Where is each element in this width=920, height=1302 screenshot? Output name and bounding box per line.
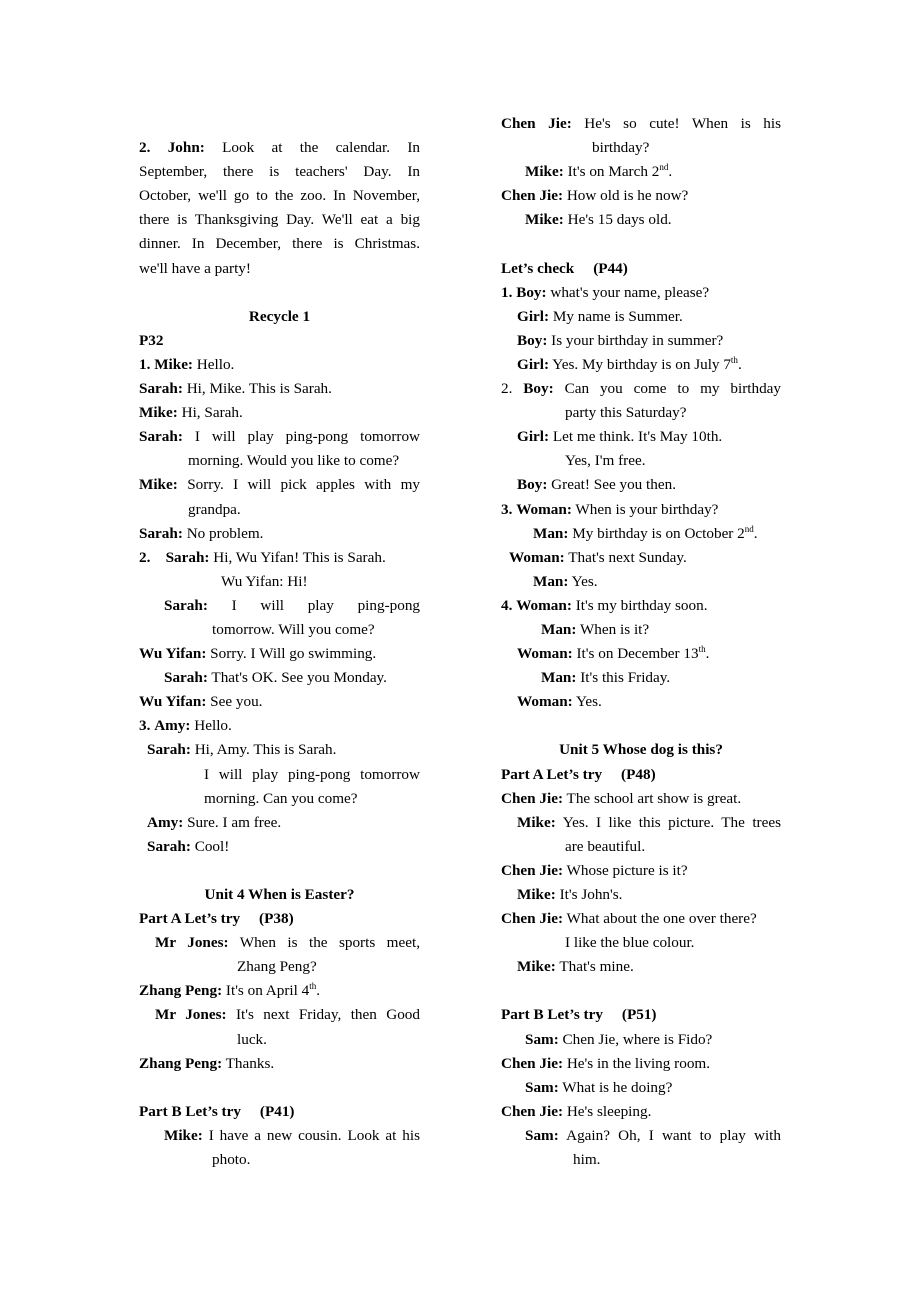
unit4-a-line: Zhang Peng? [237,958,317,976]
cont-line: Mike: It's on March 2nd. [525,162,673,181]
check-line: 3. Woman: When is your birthday? [501,500,719,518]
check-line: Boy: Great! See you then. [517,476,677,494]
unit5-a-line: Mike: Yes. I like this picture. The trees [517,813,782,831]
unit5-b-line: him. [573,1151,601,1169]
unit5-b-line: Chen Jie: He's sleeping. [501,1102,652,1120]
unit5-a-line: Chen Jie: The school art show is great. [501,789,742,807]
recycle-d1-line: Mike: Hi, Sarah. [139,404,243,422]
cont-line: Mike: He's 15 days old. [525,211,672,229]
john-line-3: October, we'll go to the zoo. In November, [139,187,420,205]
cont-line: birthday? [592,139,650,157]
check-line: Man: Yes. [533,572,598,590]
unit4-heading: Unit 4 When is Easter? [204,886,355,903]
unit5-a-line: I like the blue colour. [565,934,695,952]
unit5-b-line: Sam: Again? Oh, I want to play with [525,1126,781,1144]
unit5-part-b: Part B Let’s try (P51) [501,1006,657,1024]
recycle-d3-line: Amy: Sure. I am free. [147,813,282,831]
recycle-d2-line: Sarah: That's OK. See you Monday. [164,669,387,687]
check-line: Woman: Yes. [517,693,602,711]
john-line-2: September, there is teachers' Day. In [139,163,420,181]
recycle-d1-line: 1. Mike: Hello. [139,355,235,373]
right-column [501,112,781,1172]
unit4-a-line: Mr Jones: It's next Friday, then Good [155,1006,420,1024]
unit4-a-line: luck. [237,1030,267,1048]
unit4-part-a: Part A Let’s try (P38) [139,910,294,928]
recycle-page: P32 [139,331,164,349]
recycle-d1-line: Mike: Sorry. I will pick apples with my [139,476,420,494]
check-line: Man: My birthday is on October 2nd. [533,523,758,542]
cont-line: Chen Jie: How old is he now? [501,187,689,205]
unit4-b-line: Mike: I have a new cousin. Look at his [164,1126,420,1144]
recycle-d2-line: Sarah: I will play ping-pong [164,596,421,614]
recycle-d2-line: 2. Sarah: Hi, Wu Yifan! This is Sarah. [139,548,386,566]
unit5-b-line: Sam: What is he doing? [525,1078,673,1096]
check-line: party this Saturday? [565,404,687,422]
john-line-4: there is Thanksgiving Day. We'll eat a big [139,211,420,229]
unit5-a-line: Chen Jie: What about the one over there? [501,910,757,928]
unit5-a-line: are beautiful. [565,837,646,855]
unit4-part-b: Part B Let’s try (P41) [139,1102,295,1120]
unit4-b-line: photo. [212,1151,251,1169]
recycle-d1-line: Sarah: Hi, Mike. This is Sarah. [139,380,332,398]
recycle-d3-line: I will play ping-pong tomorrow [204,765,420,783]
check-line: Girl: Let me think. It's May 10th. [517,428,723,446]
recycle-d3-line: morning. Can you come? [204,789,358,807]
recycle-d1-line: morning. Would you like to come? [188,452,400,470]
check-line: Woman: That's next Sunday. [509,548,687,566]
recycle-d3-line: Sarah: Hi, Amy. This is Sarah. [147,741,337,759]
recycle-d2-line: Wu Yifan: Sorry. I Will go swimming. [139,645,377,663]
recycle-d1-line: Sarah: No problem. [139,524,264,542]
unit5-a-line: Mike: It's John's. [517,886,623,903]
unit4-a-line: Zhang Peng: Thanks. [139,1054,275,1072]
left-column [139,112,420,1172]
recycle-d3-line: 3. Amy: Hello. [139,717,232,735]
unit5-heading: Unit 5 Whose dog is this? [559,741,723,759]
check-line: 4. Woman: It's my birthday soon. [501,596,708,614]
check-line: Girl: My name is Summer. [517,307,683,325]
check-heading: Let’s check (P44) [501,259,628,277]
unit5-part-a: Part A Let’s try (P48) [501,765,656,783]
cont-line: Chen Jie: He's so cute! When is his [501,115,781,132]
unit4-a-line: Zhang Peng: It's on April 4th. [139,981,321,1000]
recycle-d3-line: Sarah: Cool! [147,837,230,855]
check-line: Man: It's this Friday. [541,669,671,687]
unit5-b-line: Chen Jie: He's in the living room. [501,1054,711,1072]
recycle-d2-line: Wu Yifan: Hi! [221,572,308,590]
recycle-heading: Recycle 1 [248,307,311,325]
john-line-1: 2. John: Look at the calendar. In [139,139,420,157]
recycle-d1-line: Sarah: I will play ping-pong tomorrow [139,428,421,446]
recycle-d1-line: grandpa. [188,500,241,518]
check-line: 1. Boy: what's your name, please? [501,283,710,301]
unit5-a-line: Mike: That's mine. [517,958,634,976]
check-line: Woman: It's on December 13th. [517,644,710,663]
recycle-d2-line: Wu Yifan: See you. [139,693,263,711]
check-line: Boy: Is your birthday in summer? [517,331,724,349]
check-line: 2. Boy: Can you come to my birthday [501,380,782,398]
john-line-6: we'll have a party! [139,259,251,277]
unit4-a-line: Mr Jones: When is the sports meet, [155,934,420,952]
check-line: Yes, I'm free. [565,452,646,470]
check-line: Girl: Yes. My birthday is on July 7th. [517,354,742,373]
unit5-b-line: Sam: Chen Jie, where is Fido? [525,1030,713,1048]
unit5-a-line: Chen Jie: Whose picture is it? [501,861,688,879]
check-line: Man: When is it? [541,620,650,638]
recycle-d2-line: tomorrow. Will you come? [212,620,375,638]
john-line-5: dinner. In December, there is Christmas. [139,235,420,253]
